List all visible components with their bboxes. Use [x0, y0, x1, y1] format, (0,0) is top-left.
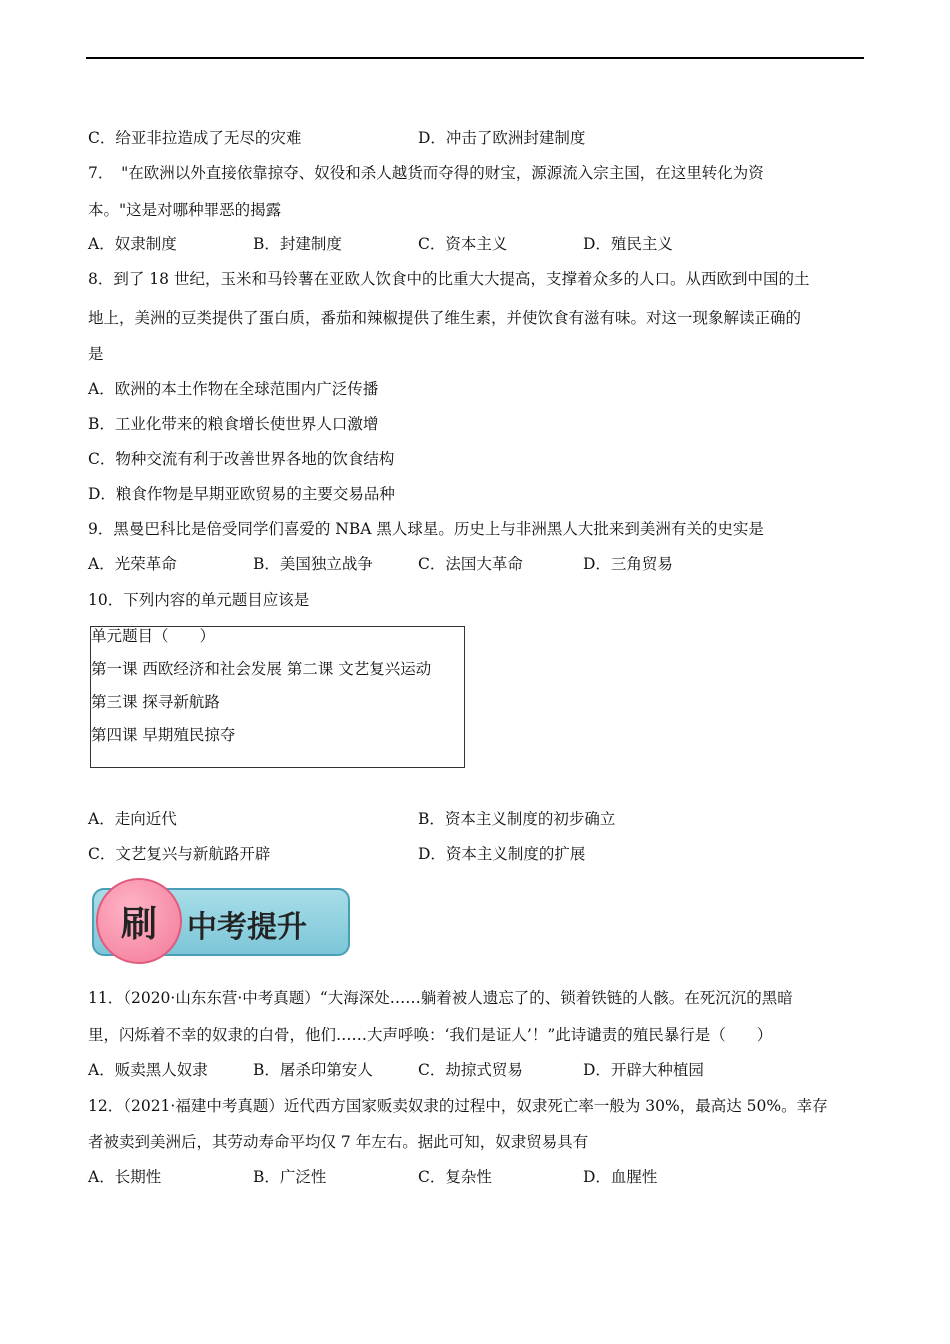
q7-stem-line2: 本。"这是对哪种罪恶的揭露: [88, 201, 282, 219]
q6-option-d[interactable]: D．冲击了欧洲封建制度: [418, 129, 586, 147]
q10-option-c[interactable]: C．文艺复兴与新航路开辟: [88, 845, 271, 863]
q11-option-d[interactable]: D．开辟大种植园: [583, 1061, 704, 1079]
q12-option-c[interactable]: C．复杂性: [418, 1168, 492, 1186]
q9-stem: 9．黑曼巴科比是倍受同学们喜爱的 NBA 黑人球星。历史上与非洲黑人大批来到美洲有关的史实是: [88, 520, 764, 538]
lesson-line-4: 第四课 早期殖民掠夺: [91, 726, 236, 744]
unit-title-line: 单元题目（ ）: [91, 627, 216, 645]
q12-option-b[interactable]: B．广泛性: [253, 1168, 327, 1186]
lesson-line-3: 第三课 探寻新航路: [91, 693, 220, 711]
q8-option-a[interactable]: A．欧洲的本土作物在全球范围内广泛传播: [88, 380, 379, 398]
q9-option-b[interactable]: B．美国独立战争: [253, 555, 373, 573]
q8-stem-line1: 8．到了 18 世纪，玉米和马铃薯在亚欧人饮食中的比重大大提高，支撑着众多的人口。从西欧到中国的土: [88, 270, 810, 288]
section-title: 中考提升: [187, 910, 307, 945]
q10-option-b[interactable]: B．资本主义制度的初步确立: [418, 810, 616, 828]
q12-stem-line1: 12．（2021·福建中考真题）近代西方国家贩卖奴隶的过程中，奴隶死亡率一般为 30%，最高达 50%。幸存: [88, 1097, 828, 1115]
q11-option-a[interactable]: A．贩卖黑人奴隶: [88, 1061, 208, 1079]
q8-stem-line3: 是: [88, 345, 104, 363]
header-rule: [86, 57, 864, 59]
q10-stem: 10．下列内容的单元题目应该是: [88, 591, 310, 609]
q8-option-b[interactable]: B．工业化带来的粮食增长使世界人口激增: [88, 415, 379, 433]
q8-option-c[interactable]: C．物种交流有利于改善世界各地的饮食结构: [88, 450, 395, 468]
q7-option-d[interactable]: D．殖民主义: [583, 235, 673, 253]
q6-option-c[interactable]: C．给亚非拉造成了无尽的灾难: [88, 129, 302, 147]
q11-option-b[interactable]: B．屠杀印第安人: [253, 1061, 373, 1079]
q12-stem-line2: 者被卖到美洲后，其劳动寿命平均仅 7 年左右。据此可知，奴隶贸易具有: [88, 1133, 589, 1151]
lesson-line-1: 第一课 西欧经济和社会发展 第二课 文艺复兴运动: [91, 660, 432, 678]
q7-option-a[interactable]: A．奴隶制度: [88, 235, 177, 253]
q11-stem-line2: 里，闪烁着不幸的奴隶的白骨，他们……大声呼唤：‘我们是证人’！”此诗谴责的殖民暴行是（ ）: [88, 1026, 773, 1044]
q12-option-a[interactable]: A．长期性: [88, 1168, 162, 1186]
q7-option-b[interactable]: B．封建制度: [253, 235, 342, 253]
q8-option-d[interactable]: D．粮食作物是早期亚欧贸易的主要交易品种: [88, 485, 395, 503]
unit-outline-box: [90, 626, 465, 768]
q9-option-c[interactable]: C．法国大革命: [418, 555, 523, 573]
q7-option-c[interactable]: C．资本主义: [418, 235, 508, 253]
q9-option-d[interactable]: D．三角贸易: [583, 555, 673, 573]
section-badge: 刷: [96, 878, 182, 964]
q12-option-d[interactable]: D．血腥性: [583, 1168, 658, 1186]
q9-option-a[interactable]: A．光荣革命: [88, 555, 177, 573]
q7-stem-line1: 7． "在欧洲以外直接依靠掠夺、奴役和杀人越货而夺得的财宝，源源流入宗主国，在这里转化为资: [88, 164, 764, 182]
q11-option-c[interactable]: C．劫掠式贸易: [418, 1061, 523, 1079]
q10-option-d[interactable]: D．资本主义制度的扩展: [418, 845, 586, 863]
q11-stem-line1: 11．（2020·山东东营·中考真题）“大海深处……躺着被人遗忘了的、锁着铁链的人骸。在死沉沉的黑暗: [88, 989, 793, 1007]
q8-stem-line2: 地上，美洲的豆类提供了蛋白质，番茄和辣椒提供了维生素，并使饮食有滋有味。对这一现象解读正确的: [88, 309, 802, 327]
q10-option-a[interactable]: A．走向近代: [88, 810, 177, 828]
